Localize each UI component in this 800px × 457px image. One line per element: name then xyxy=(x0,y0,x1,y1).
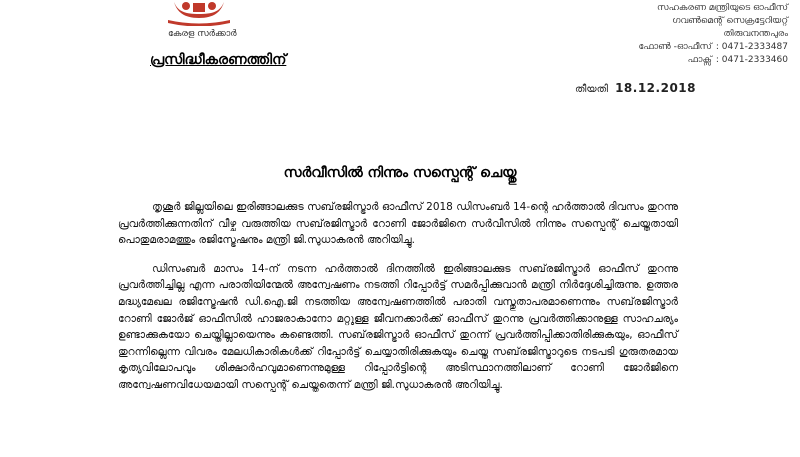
press-release-body xyxy=(118,199,678,406)
phone-label: ഫോൺ -ഓഫീസ് xyxy=(638,42,712,52)
office-address-block xyxy=(558,2,788,67)
fax-number: : 0471-2333460 xyxy=(715,55,788,65)
government-name: കേരള സർക്കാർ xyxy=(168,29,237,39)
phone-number: : 0471-2333487 xyxy=(715,42,788,52)
kerala-emblem-icon xyxy=(166,0,232,26)
fax-label: ഫാക്സ് xyxy=(687,55,712,65)
date-label: തീയതി xyxy=(575,84,608,95)
phone-row xyxy=(558,41,788,54)
fax-row xyxy=(558,54,788,67)
date-row xyxy=(575,81,696,95)
body-paragraph: ഡിസംബർ മാസം 14-ന് നടന്ന ഹർത്താൽ ദിനത്തിൽ ഇരിങ്ങാലക്കുട സബ്‌രജിസ്ട്രാർ ഓഫീസ് തുറന്നു പ്രവർത്തിച്ചില്ല എന്ന പരാതിയിന്മേൽ അന്വേഷണം നടത്തി റിപ്പോർട്ട് സമർപ്പിക്കുവാൻ മന്ത്രി നിർദ്ദേശിച്ചിരുന്നു. ഉത്തര മദ്ധ്യമേഖല രജിസ്ട്രേഷൻ ഡി.ഐ.ജി നടത്തിയ അന്വേഷണത്തിൽ പരാതി വസ്തുതാപരമാണെന്നും സബ്‌രജിസ്ട്രാർ റോണി ജോർജ് ഓഫീസിൽ ഹാജരാകാനോ മറ്റുള്ള ജീവനക്കാർക്ക് ഓഫീസ് തുറന്നു പ്രവർത്തിക്കാനുള്ള സാഹചര്യം ഉണ്ടാക്കുകയോ ചെയ്തില്ലായെന്നും കണ്ടെത്തി. സബ്‌രജിസ്ട്രാർ ഓഫീസ് തുറന്ന് പ്രവർത്തിപ്പിക്കാതിരിക്കുകയും, ഓഫീസ് തുറന്നില്ലെന്ന വിവരം മേലധികാരികൾക്ക് റിപ്പോർട്ട് ചെയ്യാതിരിക്കുകയും ചെയ്ത സബ്‌രജിസ്ട്രാറുടെ നടപടി ഗുരുതരമായ കൃത്യവിലോപവും ശിക്ഷാർഹവുമാണെന്നുമുള്ള റിപ്പോർട്ടിന്റെ അടിസ്ഥാനത്തിലാണ് റോണി ജോർജിനെ അന്വേഷണവിധേയമായി സസ്പെന്റ് ചെയ്തതെന്ന് മന്ത്രി ജി.സുധാകരൻ അറിയിച്ചു. xyxy=(118,262,678,391)
office-line-1: സഹകരണ മന്ത്രിയുടെ ഓഫീസ് xyxy=(657,3,788,13)
body-paragraph: തൃശൂർ ജില്ലയിലെ ഇരിങ്ങാലക്കുട സബ്‌രജിസ്ട്രാർ ഓഫീസ് 2018 ഡിസംബർ 14-ന്റെ ഹർത്താൽ ദിവസം തുറന്നു പ്രവർത്തിക്കുന്നതിന് വീഴ്ച വരുത്തിയ സബ്‌രജിസ്ട്രാർ റോണി ജോർജിനെ സർവീസിൽ നിന്നും സസ്പെന്റ് ചെയ്തതായി പൊതുമരാമത്തും രജിസ്ട്രേഷനും മന്ത്രി ജി.സുധാകരൻ അറിയിച്ചു. xyxy=(118,201,678,247)
office-line-2: ഗവൺമെന്റ് സെക്രട്ടേറിയറ്റ് xyxy=(672,16,788,26)
press-release-headline: സർവീസിൽ നിന്നും സസ്പെന്റ് ചെയ്തു xyxy=(283,165,517,181)
publication-label: പ്രസിദ്ധീകരണത്തിന് xyxy=(150,52,287,68)
document-date: 18.12.2018 xyxy=(615,81,696,95)
office-line-3: തിരുവനന്തപുരം xyxy=(723,29,788,39)
